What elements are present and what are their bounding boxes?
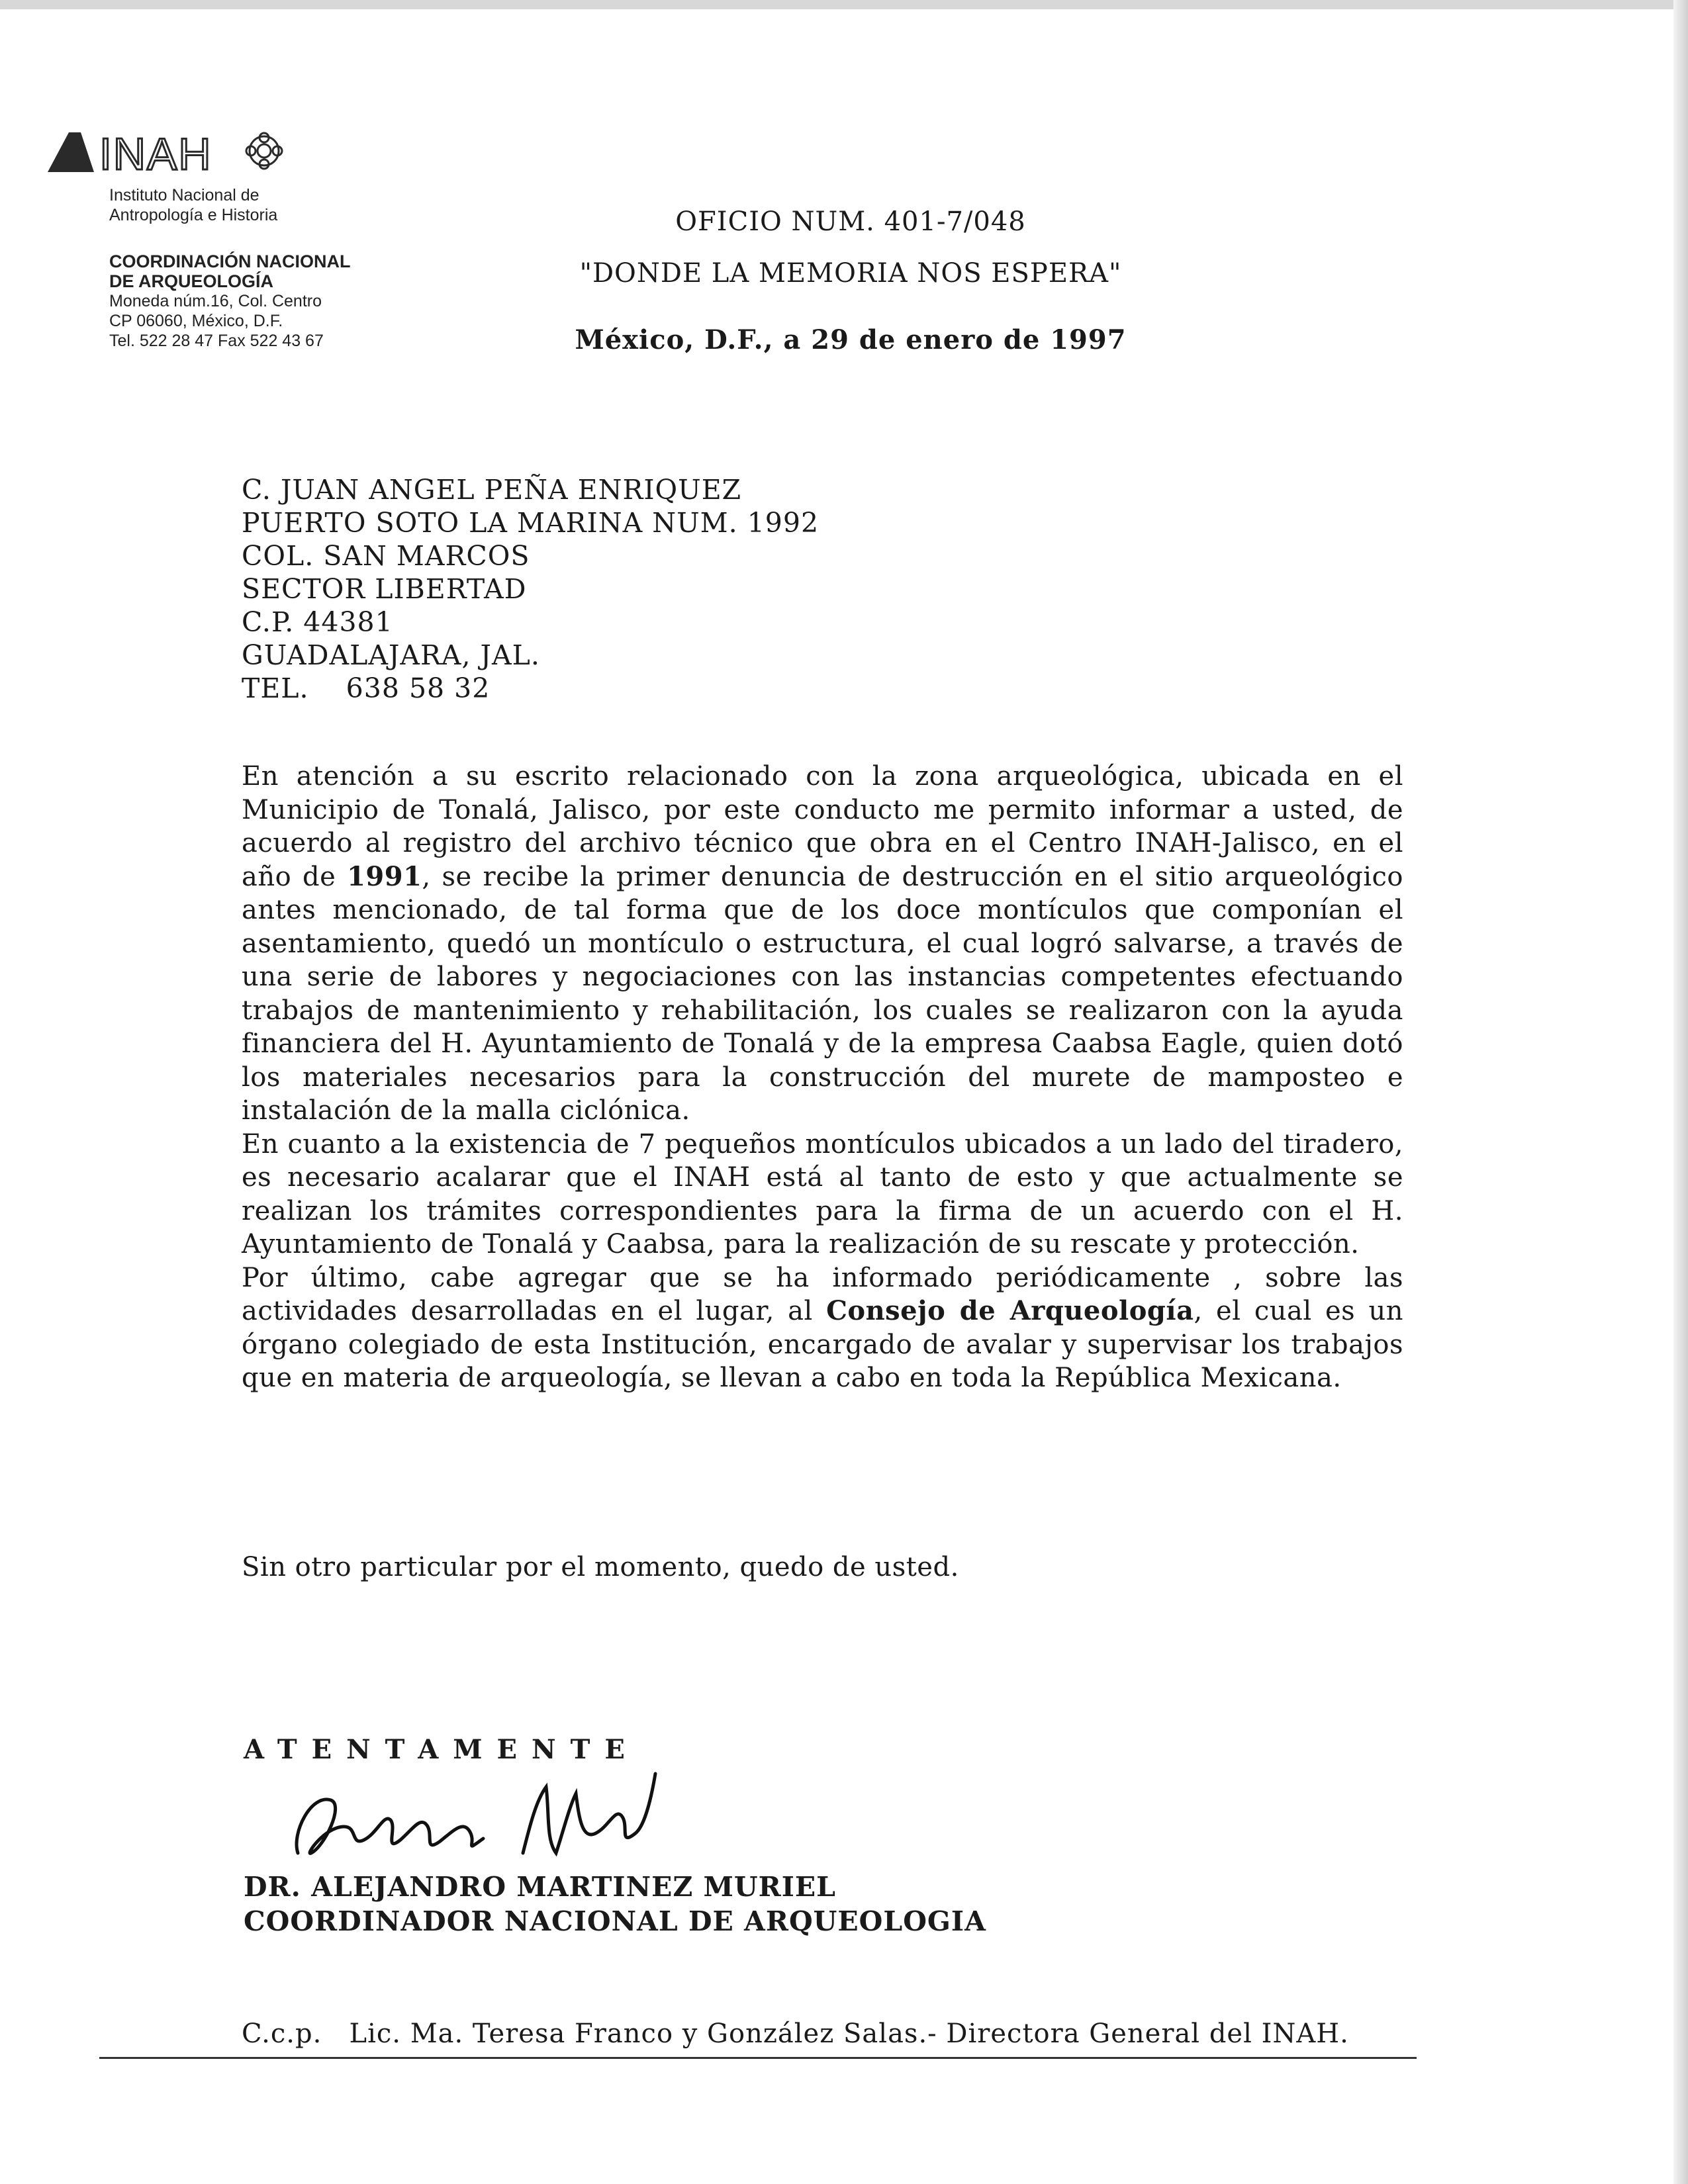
closing-line: Sin otro particular por el momento, quedo de usted. — [242, 1552, 959, 1582]
year-1991: 1991 — [347, 860, 422, 892]
recipient-line: C. JUAN ANGEL PEÑA ENRIQUEZ — [242, 474, 742, 506]
carbon-copy — [242, 2019, 1349, 2049]
scan-edge-top — [0, 0, 1688, 9]
council-name: Consejo de Arqueología — [826, 1295, 1194, 1326]
recipient-line: PUERTO SOTO LA MARINA NUM. 1992 — [242, 507, 820, 539]
coordination-line-2: DE ARQUEOLOGÍA — [109, 271, 274, 291]
signer-name: DR. ALEJANDRO MARTINEZ MURIEL — [244, 1871, 837, 1903]
signer-block — [244, 1870, 986, 1938]
footer-rule — [99, 2057, 1417, 2059]
signer-title: COORDINADOR NACIONAL DE ARQUEOLOGIA — [244, 1905, 986, 1937]
paragraph-3: Por último, cabe agregar que se ha informado periódicamente , sobre las actividades desarrolladas en el lugar, al Consejo de Arqueología, el cual es un órgano colegiado de esta Institución, encargado de avalar y supervisar los trabajos que en materia de arqueología, se llevan a cabo en toda la República Mexicana. — [242, 1262, 1403, 1393]
recipient-line: TEL. 638 58 32 — [242, 672, 491, 704]
motto: "DONDE LA MEMORIA NOS ESPERA" — [579, 258, 1122, 289]
phone-line: Tel. 522 28 47 Fax 522 43 67 — [109, 332, 324, 350]
letter-body — [242, 760, 1403, 1395]
recipient-line: GUADALAJARA, JAL. — [242, 639, 540, 671]
address-line-2: CP 06060, México, D.F. — [109, 312, 283, 330]
oficio-number: OFICIO NUM. 401-7/048 — [675, 206, 1026, 237]
scan-edge-right — [1673, 0, 1688, 2184]
inah-logo — [42, 126, 294, 179]
ccp-recipient: Lic. Ma. Teresa Franco y González Salas.- Directora General del INAH. — [349, 2019, 1349, 2049]
flower-emblem-icon — [246, 133, 282, 169]
logo-wordmark: INAH — [99, 129, 212, 179]
recipient-line: COL. SAN MARCOS — [242, 540, 530, 572]
coordination-address — [109, 251, 351, 351]
ccp-label: C.c.p. — [242, 2019, 322, 2049]
recipient-line: SECTOR LIBERTAD — [242, 573, 527, 605]
letter-date: México, D.F., a 29 de enero de 1997 — [575, 324, 1127, 355]
salutation: ATENTAMENTE — [244, 1734, 639, 1765]
recipient-line: C.P. 44381 — [242, 606, 393, 638]
institute-name: Instituto Nacional de Antropología e Historia — [109, 186, 278, 224]
coordination-line-1: COORDINACIÓN NACIONAL — [109, 251, 351, 271]
recipient-address — [242, 473, 819, 705]
paragraph-1: En atención a su escrito relacionado con la zona arqueológica, ubicada en el Municipio de Tonalá, Jalisco, por este conducto me permito informar a usted, de acuerdo al registro del archivo técnico que obra en el Centro INAH-Jalisco, en el año de 1991, se recibe la primer denuncia de destrucción en el sitio arqueológico antes mencionado, de tal forma que de los doce montículos que componían el asentamiento, quedó un montículo o estructura, el cual logró salvarse, a través de una serie de labores y negociaciones con las instancias competentes efectuando trabajos de mantenimiento y rehabilitación, los cuales se realizaron con la ayuda financiera del H. Ayuntamiento de Tonalá y de la empresa Caabsa Eagle, quien dotó los materiales necesarios para la construcción del murete de mamposteo e instalación de la malla ciclónica. — [242, 761, 1403, 1126]
address-line-1: Moneda núm.16, Col. Centro — [109, 292, 322, 310]
paragraph-2: En cuanto a la existencia de 7 pequeños montículos ubicados a un lado del tiradero, es necesario acalarar que el INAH está al tanto de esto y que actualmente se realizan los trámites correspondientes para la firma de un acuerdo con el H. Ayuntamiento de Tonalá y Caabsa, para la realización de su rescate y protección. — [242, 1128, 1403, 1259]
handwritten-signature — [285, 1754, 682, 1880]
